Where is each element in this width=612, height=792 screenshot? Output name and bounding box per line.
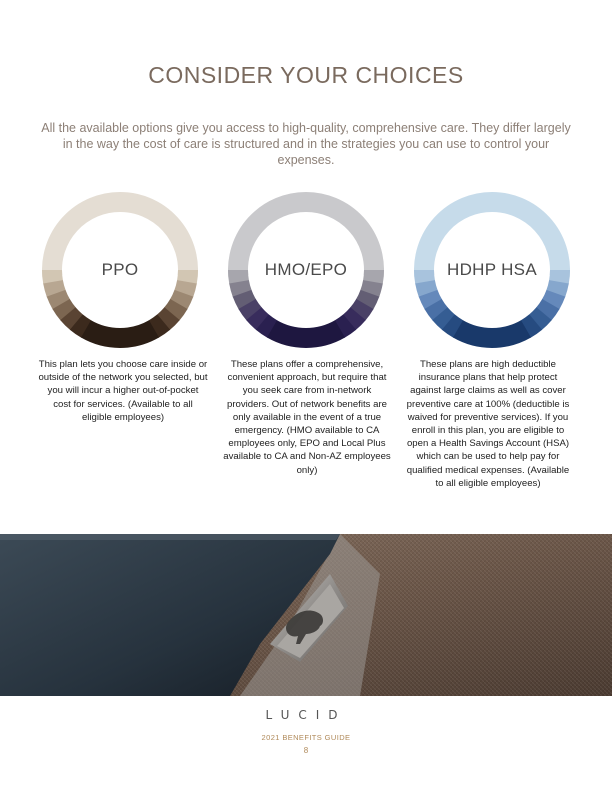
intro-paragraph: All the available options give you access to high-quality, comprehensive care. They differ largely in the way the cost of care is structured and in the strategies you can use to control your expenses. [41,121,571,167]
lucid-logo: LUCID [265,708,347,722]
ppo-label: PPO [101,260,139,279]
hdhp-hsa-description: These plans are high deductible insurance plans that help protect against large claims as well as cover preventive care at 100% (deductible is waived for preventive services). If you enroll in this plan, you are eligible to open a Health Savings Account (HSA) which can be used to help pay for qualified medical expenses. (Available to all eligible employees) [406,359,570,489]
hmo-epo-ring [228,192,384,348]
page-number: 8 [303,746,309,755]
ppo-description: This plan lets you choose care inside or outside of the network you selected, but you will incur a higher out-of-pocket cost for services. (Available to all eligible employees) [38,359,208,423]
page-title: CONSIDER YOUR CHOICES [148,62,464,88]
hdhp-hsa-label: HDHP HSA [447,260,537,279]
hmo-epo-description: These plans offer a comprehensive, convenient approach, but require that you seek care from in-network providers. Out of network benefits are only available in the event of a true emergency. (HMO available to CA employees only, EPO and Local Plus available to CA and Non-AZ employees only) [223,359,391,476]
car-interior-photo [0,534,612,696]
guide-title: 2021 BENEFITS GUIDE [261,733,351,742]
ppo-ring [42,192,198,348]
hmo-epo-label: HMO/EPO [264,260,348,279]
hdhp-hsa-ring [414,192,570,348]
